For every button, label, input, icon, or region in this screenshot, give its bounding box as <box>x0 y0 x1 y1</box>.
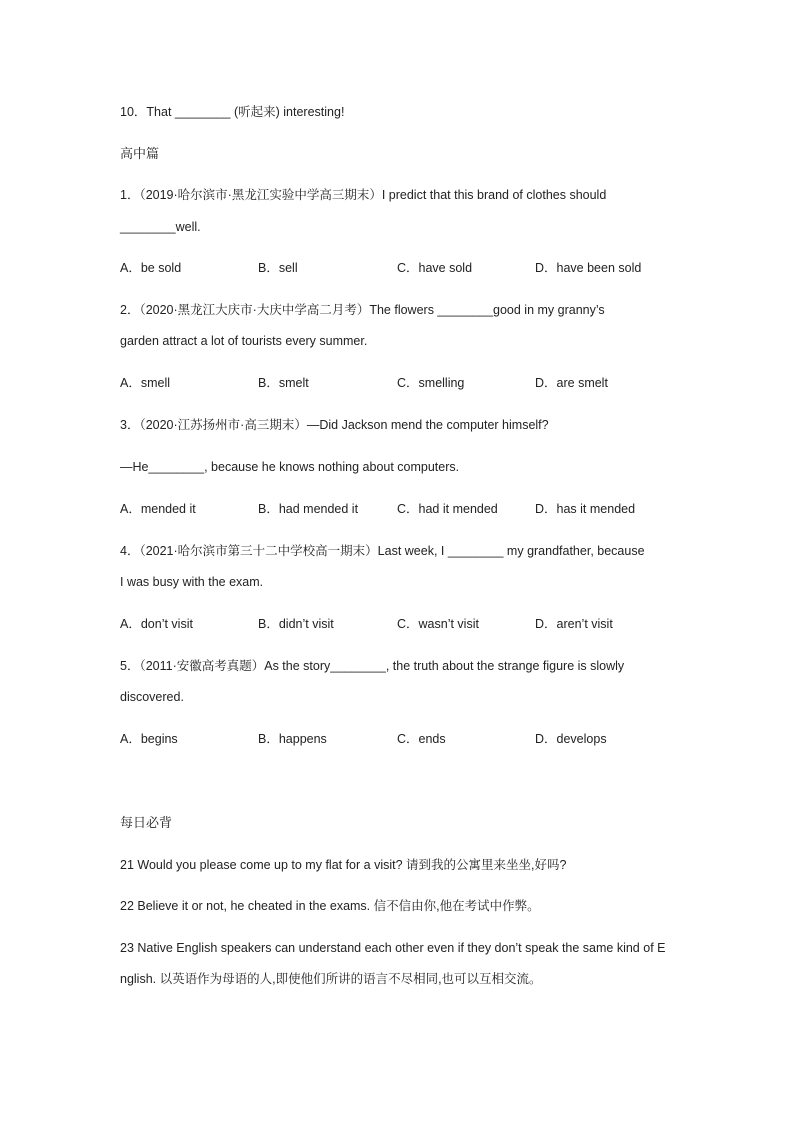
question-3-option-c[interactable]: C．had it mended <box>397 502 498 516</box>
question-3-option-a[interactable]: A．mended it <box>120 502 196 516</box>
question-4-option-a[interactable]: A．don’t visit <box>120 617 193 631</box>
question-3-line-1: 3．（2020·江苏扬州市·高三期末）—Did Jackson mend the computer himself? <box>120 418 549 432</box>
question-5-line-2: discovered. <box>120 690 184 704</box>
question-1-line-1: 1．（2019·哈尔滨市·黑龙江实验中学高三期末）I predict that this brand of clothes should <box>120 188 607 202</box>
question-2-option-c[interactable]: C．smelling <box>397 376 465 390</box>
question-1-options <box>120 260 680 276</box>
question-1-option-b[interactable]: B．sell <box>258 261 298 275</box>
question-5-option-d[interactable]: D．develops <box>535 732 607 746</box>
question-1-option-d[interactable]: D．have been sold <box>535 261 642 275</box>
question-2-option-a[interactable]: A．smell <box>120 376 171 390</box>
question-2-line-1: 2．（2020·黑龙江大庆市·大庆中学高二月考）The flowers ________good in my granny’s <box>120 303 605 317</box>
daily-item-22: 22 Believe it or not, he cheated in the exams. 信不信由你,他在考试中作弊。 <box>120 899 540 913</box>
question-4-option-c[interactable]: C．wasn’t visit <box>397 617 479 631</box>
question-3-option-b[interactable]: B．had mended it <box>258 502 359 516</box>
question-4-option-b[interactable]: B．didn’t visit <box>258 617 334 631</box>
daily-item-21: 21 Would you please come up to my flat for a visit? 请到我的公寓里来坐坐,好吗? <box>120 858 567 872</box>
question-4-options <box>120 616 680 632</box>
question-3-line-2: —He________, because he knows nothing about computers. <box>120 460 460 474</box>
daily-item-23-line-1: 23 Native English speakers can understand each other even if they don’t speak the same kind of E <box>120 941 666 955</box>
question-10-text: 10．That ________ (听起来) interesting! <box>120 105 345 119</box>
question-1-option-a[interactable]: A．be sold <box>120 261 182 275</box>
section-title-daily: 每日必背 <box>120 815 173 830</box>
question-5-option-c[interactable]: C．ends <box>397 732 446 746</box>
question-3-options <box>120 501 680 517</box>
question-5-line-1: 5．（2011·安徽高考真题）As the story________, the truth about the strange figure is slowly <box>120 659 625 673</box>
question-2-options <box>120 375 680 391</box>
question-2-line-2: garden attract a lot of tourists every summer. <box>120 334 368 348</box>
question-4-line-1: 4．（2021·哈尔滨市第三十二中学校高一期末）Last week, I ________ my grandfather, because <box>120 544 645 558</box>
question-4-line-2: I was busy with the exam. <box>120 575 264 589</box>
question-4-option-d[interactable]: D．aren’t visit <box>535 617 613 631</box>
question-5-option-b[interactable]: B．happens <box>258 732 327 746</box>
question-3-option-d[interactable]: D．has it mended <box>535 502 636 516</box>
question-1-option-c[interactable]: C．have sold <box>397 261 473 275</box>
section-title-high-school: 高中篇 <box>120 146 160 161</box>
question-1-line-2: ________well. <box>120 220 201 234</box>
question-2-option-b[interactable]: B．smelt <box>258 376 309 390</box>
question-5-option-a[interactable]: A．begins <box>120 732 178 746</box>
question-5-options <box>120 731 680 747</box>
question-2-option-d[interactable]: D．are smelt <box>535 376 608 390</box>
daily-item-23-line-2: nglish. 以英语作为母语的人,即使他们所讲的语言不尽相同,也可以互相交流。 <box>120 972 542 986</box>
